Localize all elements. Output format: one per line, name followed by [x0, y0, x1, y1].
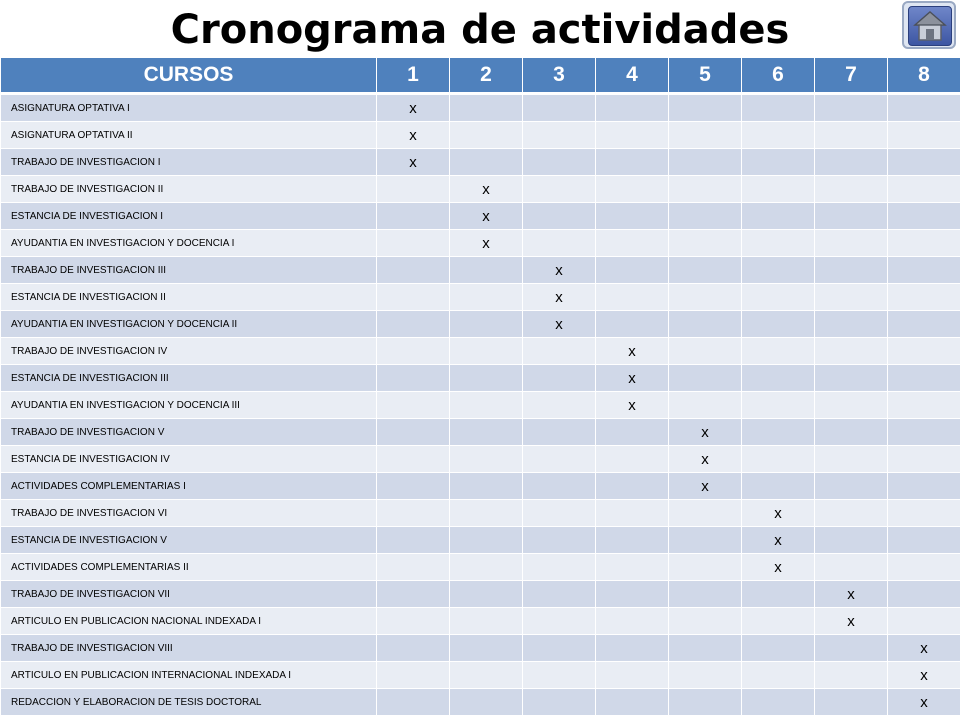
schedule-cell: [596, 662, 669, 689]
schedule-cell: [815, 500, 888, 527]
schedule-cell: [888, 554, 960, 581]
schedule-cell: [815, 311, 888, 338]
table-row: [1, 527, 960, 554]
schedule-cell: [888, 94, 960, 122]
schedule-cell: [596, 230, 669, 257]
schedule-cell: [450, 662, 523, 689]
table-row: [1, 230, 960, 257]
schedule-cell: [377, 176, 450, 203]
schedule-cell: [596, 419, 669, 446]
course-name: ESTANCIA DE INVESTIGACION I: [1, 203, 377, 230]
schedule-cell: [523, 122, 596, 149]
schedule-mark: x: [450, 203, 523, 230]
schedule-cell: [523, 635, 596, 662]
schedule-cell: [377, 554, 450, 581]
table-row: [1, 365, 960, 392]
schedule-cell: [815, 257, 888, 284]
course-name: TRABAJO DE INVESTIGACION VII: [1, 581, 377, 608]
schedule-cell: [377, 689, 450, 716]
schedule-cell: [523, 608, 596, 635]
column-header-period: 8: [888, 58, 960, 94]
course-name: ACTIVIDADES COMPLEMENTARIAS I: [1, 473, 377, 500]
schedule-mark: x: [742, 500, 815, 527]
schedule-mark: x: [377, 122, 450, 149]
schedule-cell: [669, 122, 742, 149]
schedule-cell: [888, 446, 960, 473]
course-name: ESTANCIA DE INVESTIGACION III: [1, 365, 377, 392]
schedule-cell: [815, 284, 888, 311]
schedule-cell: [450, 311, 523, 338]
schedule-cell: [596, 635, 669, 662]
schedule-cell: [669, 338, 742, 365]
course-name: ASIGNATURA OPTATIVA II: [1, 122, 377, 149]
schedule-mark: x: [523, 257, 596, 284]
table-row: [1, 500, 960, 527]
schedule-cell: [888, 608, 960, 635]
schedule-cell: [596, 203, 669, 230]
schedule-cell: [523, 392, 596, 419]
schedule-cell: [596, 122, 669, 149]
schedule-cell: [815, 203, 888, 230]
schedule-mark: x: [377, 94, 450, 122]
schedule-cell: [450, 284, 523, 311]
schedule-cell: [450, 608, 523, 635]
table-row: [1, 392, 960, 419]
schedule-cell: [888, 581, 960, 608]
schedule-cell: [888, 203, 960, 230]
schedule-cell: [523, 94, 596, 122]
schedule-cell: [888, 527, 960, 554]
schedule-table: [0, 58, 960, 716]
schedule-cell: [450, 257, 523, 284]
schedule-cell: [450, 365, 523, 392]
schedule-cell: [377, 365, 450, 392]
schedule-cell: [523, 554, 596, 581]
schedule-cell: [742, 257, 815, 284]
schedule-mark: x: [596, 392, 669, 419]
schedule-cell: [377, 527, 450, 554]
schedule-cell: [888, 473, 960, 500]
schedule-cell: [742, 338, 815, 365]
schedule-cell: [596, 257, 669, 284]
schedule-cell: [377, 581, 450, 608]
schedule-cell: [377, 500, 450, 527]
schedule-mark: x: [888, 662, 960, 689]
table-row: [1, 473, 960, 500]
schedule-cell: [450, 392, 523, 419]
schedule-cell: [742, 94, 815, 122]
table-row: [1, 554, 960, 581]
schedule-cell: [377, 257, 450, 284]
home-icon: [908, 6, 952, 46]
schedule-cell: [450, 446, 523, 473]
course-name: ARTICULO EN PUBLICACION INTERNACIONAL INDEXADA I: [1, 662, 377, 689]
schedule-cell: [815, 149, 888, 176]
schedule-cell: [450, 554, 523, 581]
schedule-mark: x: [742, 554, 815, 581]
schedule-cell: [450, 419, 523, 446]
schedule-cell: [888, 392, 960, 419]
schedule-mark: x: [523, 311, 596, 338]
table-row: [1, 446, 960, 473]
schedule-cell: [669, 203, 742, 230]
schedule-cell: [815, 554, 888, 581]
page-title: Cronograma de actividades: [170, 7, 790, 53]
schedule-cell: [669, 365, 742, 392]
schedule-cell: [596, 446, 669, 473]
course-name: TRABAJO DE INVESTIGACION V: [1, 419, 377, 446]
schedule-cell: [742, 230, 815, 257]
schedule-cell: [450, 527, 523, 554]
schedule-cell: [523, 338, 596, 365]
schedule-cell: [815, 365, 888, 392]
schedule-cell: [742, 581, 815, 608]
schedule-cell: [523, 149, 596, 176]
schedule-cell: [815, 473, 888, 500]
schedule-mark: x: [523, 284, 596, 311]
schedule-cell: [596, 176, 669, 203]
schedule-cell: [815, 527, 888, 554]
schedule-mark: x: [377, 149, 450, 176]
schedule-cell: [523, 203, 596, 230]
table-row: [1, 608, 960, 635]
schedule-cell: [888, 500, 960, 527]
schedule-cell: [742, 122, 815, 149]
course-name: TRABAJO DE INVESTIGACION II: [1, 176, 377, 203]
table-row: [1, 149, 960, 176]
schedule-cell: [450, 689, 523, 716]
course-name: ACTIVIDADES COMPLEMENTARIAS II: [1, 554, 377, 581]
schedule-cell: [815, 338, 888, 365]
schedule-cell: [742, 203, 815, 230]
column-header-period: 3: [523, 58, 596, 94]
schedule-cell: [888, 338, 960, 365]
schedule-cell: [815, 122, 888, 149]
course-name: TRABAJO DE INVESTIGACION IV: [1, 338, 377, 365]
schedule-mark: x: [742, 527, 815, 554]
table-row: [1, 419, 960, 446]
schedule-cell: [596, 500, 669, 527]
schedule-cell: [669, 230, 742, 257]
schedule-cell: [523, 230, 596, 257]
schedule-cell: [669, 608, 742, 635]
schedule-cell: [450, 473, 523, 500]
schedule-cell: [815, 230, 888, 257]
schedule-cell: [815, 176, 888, 203]
course-name: ASIGNATURA OPTATIVA I: [1, 94, 377, 122]
schedule-cell: [377, 446, 450, 473]
table-row: [1, 94, 960, 122]
column-header-period: 1: [377, 58, 450, 94]
schedule-cell: [377, 338, 450, 365]
schedule-cell: [523, 500, 596, 527]
schedule-cell: [450, 635, 523, 662]
header-row: [1, 58, 960, 94]
schedule-cell: [596, 608, 669, 635]
schedule-cell: [888, 284, 960, 311]
schedule-cell: [377, 473, 450, 500]
schedule-cell: [377, 608, 450, 635]
table-row: [1, 581, 960, 608]
schedule-mark: x: [669, 419, 742, 446]
course-name: AYUDANTIA EN INVESTIGACION Y DOCENCIA II: [1, 311, 377, 338]
schedule-cell: [888, 257, 960, 284]
schedule-cell: [523, 581, 596, 608]
schedule-cell: [669, 176, 742, 203]
schedule-cell: [888, 176, 960, 203]
schedule-cell: [377, 284, 450, 311]
schedule-cell: [888, 230, 960, 257]
course-name: TRABAJO DE INVESTIGACION I: [1, 149, 377, 176]
schedule-cell: [450, 500, 523, 527]
schedule-cell: [377, 635, 450, 662]
column-header-cursos: CURSOS: [1, 58, 377, 94]
schedule-cell: [669, 257, 742, 284]
schedule-mark: x: [888, 689, 960, 716]
schedule-cell: [888, 149, 960, 176]
schedule-cell: [450, 338, 523, 365]
course-name: TRABAJO DE INVESTIGACION VIII: [1, 635, 377, 662]
table-row: [1, 257, 960, 284]
course-name: REDACCION Y ELABORACION DE TESIS DOCTORAL: [1, 689, 377, 716]
schedule-cell: [523, 662, 596, 689]
course-name: TRABAJO DE INVESTIGACION VI: [1, 500, 377, 527]
schedule-cell: [523, 473, 596, 500]
course-name: AYUDANTIA EN INVESTIGACION Y DOCENCIA III: [1, 392, 377, 419]
schedule-cell: [523, 365, 596, 392]
schedule-cell: [815, 392, 888, 419]
schedule-cell: [742, 176, 815, 203]
schedule-cell: [669, 284, 742, 311]
schedule-cell: [888, 419, 960, 446]
schedule-mark: x: [815, 581, 888, 608]
schedule-cell: [669, 311, 742, 338]
course-name: ESTANCIA DE INVESTIGACION II: [1, 284, 377, 311]
schedule-cell: [742, 473, 815, 500]
schedule-mark: x: [669, 446, 742, 473]
schedule-cell: [815, 662, 888, 689]
schedule-cell: [742, 419, 815, 446]
schedule-cell: [450, 94, 523, 122]
schedule-cell: [815, 635, 888, 662]
schedule-cell: [450, 122, 523, 149]
column-header-period: 7: [815, 58, 888, 94]
schedule-cell: [596, 554, 669, 581]
schedule-cell: [596, 284, 669, 311]
column-header-period: 6: [742, 58, 815, 94]
schedule-cell: [669, 392, 742, 419]
schedule-cell: [888, 311, 960, 338]
schedule-cell: [742, 149, 815, 176]
table-row: [1, 311, 960, 338]
course-name: ARTICULO EN PUBLICACION NACIONAL INDEXADA I: [1, 608, 377, 635]
table-row: [1, 176, 960, 203]
schedule-cell: [669, 689, 742, 716]
schedule-cell: [742, 365, 815, 392]
schedule-cell: [596, 94, 669, 122]
schedule-cell: [523, 689, 596, 716]
schedule-mark: x: [596, 338, 669, 365]
schedule-mark: x: [669, 473, 742, 500]
course-name: TRABAJO DE INVESTIGACION III: [1, 257, 377, 284]
schedule-cell: [596, 311, 669, 338]
schedule-cell: [523, 176, 596, 203]
home-button[interactable]: [902, 1, 956, 49]
schedule-cell: [523, 446, 596, 473]
table-row: [1, 203, 960, 230]
schedule-cell: [596, 149, 669, 176]
schedule-cell: [596, 473, 669, 500]
schedule-cell: [377, 662, 450, 689]
schedule-cell: [815, 94, 888, 122]
schedule-mark: x: [596, 365, 669, 392]
schedule-cell: [815, 419, 888, 446]
schedule-cell: [742, 392, 815, 419]
schedule-cell: [669, 581, 742, 608]
schedule-cell: [888, 365, 960, 392]
schedule-cell: [669, 662, 742, 689]
schedule-cell: [742, 311, 815, 338]
schedule-cell: [669, 94, 742, 122]
schedule-cell: [377, 230, 450, 257]
table-row: [1, 122, 960, 149]
course-name: AYUDANTIA EN INVESTIGACION Y DOCENCIA I: [1, 230, 377, 257]
schedule-mark: x: [888, 635, 960, 662]
schedule-cell: [450, 581, 523, 608]
schedule-cell: [450, 149, 523, 176]
schedule-cell: [815, 446, 888, 473]
schedule-cell: [742, 662, 815, 689]
schedule-cell: [742, 446, 815, 473]
table-row: [1, 689, 960, 716]
schedule-cell: [596, 581, 669, 608]
schedule-mark: x: [815, 608, 888, 635]
table-row: [1, 662, 960, 689]
table-row: [1, 635, 960, 662]
column-header-period: 2: [450, 58, 523, 94]
schedule-cell: [669, 500, 742, 527]
schedule-cell: [596, 689, 669, 716]
schedule-cell: [669, 149, 742, 176]
schedule-cell: [377, 392, 450, 419]
schedule-cell: [523, 527, 596, 554]
schedule-cell: [742, 635, 815, 662]
schedule-cell: [742, 689, 815, 716]
column-header-period: 4: [596, 58, 669, 94]
schedule-cell: [523, 419, 596, 446]
schedule-cell: [815, 689, 888, 716]
table-row: [1, 338, 960, 365]
schedule-cell: [596, 527, 669, 554]
schedule-cell: [377, 419, 450, 446]
schedule-cell: [742, 284, 815, 311]
schedule-cell: [377, 311, 450, 338]
schedule-mark: x: [450, 230, 523, 257]
schedule-cell: [742, 608, 815, 635]
table-row: [1, 284, 960, 311]
schedule-mark: x: [450, 176, 523, 203]
course-name: ESTANCIA DE INVESTIGACION IV: [1, 446, 377, 473]
schedule-cell: [669, 554, 742, 581]
schedule-cell: [888, 122, 960, 149]
schedule-cell: [377, 203, 450, 230]
course-name: ESTANCIA DE INVESTIGACION V: [1, 527, 377, 554]
schedule-cell: [669, 635, 742, 662]
schedule-cell: [669, 527, 742, 554]
column-header-period: 5: [669, 58, 742, 94]
